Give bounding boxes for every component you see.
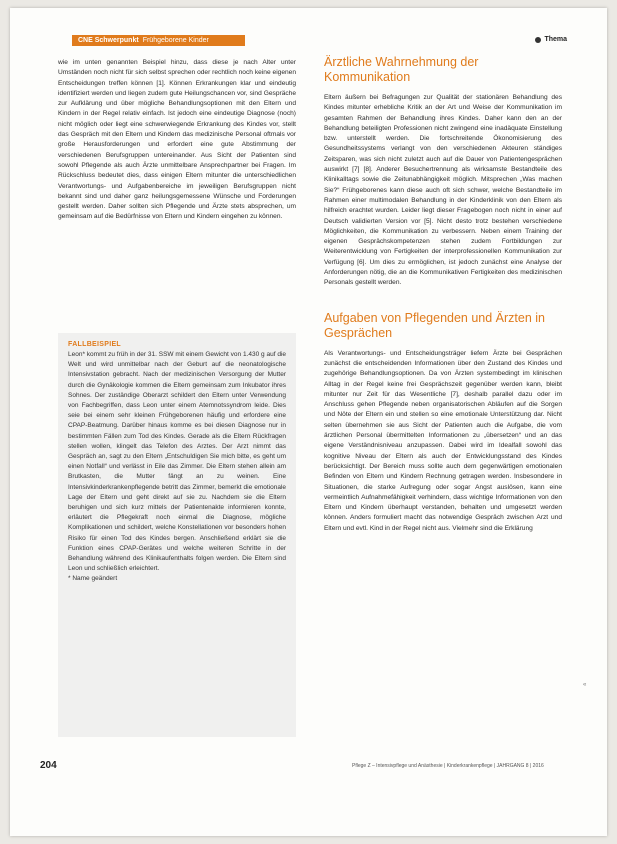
case-example-footnote: * Name geändert bbox=[68, 575, 118, 583]
section-header-bold: CNE Schwerpunkt bbox=[78, 37, 139, 44]
thema-label bbox=[535, 36, 567, 43]
left-intro-paragraph: wie im unten genannten Beispiel hinzu, dass diese je nach Alter unter Umständen noch nicht für sich selbst sprechen oder rechtlich noch keine eigenen Entscheidungen treffen können [1]. Können Erkrankungen klar und eindeutig identifiziert werden und liegen zudem gute Heilungschancen vor, sind Gespräche zur Aufklärung und über mögliche Behandlungsoptionen mit den Eltern und Kindern in der Regel relativ einfach. Ist jedoch eine eindeutige Diagnose (noch) nicht möglich oder liegt eine schwerwiegende Erkrankung des Kindes vor, stellt das Gespräch mit den Eltern und Kindern das medizinische Personal oftmals vor große Herausforderungen und erfordert eine gute Abstimmung der verschiedenen Berufsgruppen untereinander. Aus Sicht der Patienten sind sowohl Pflegende als auch Ärzte unmittelbare Ansprechpartner bei Fragen. Im Rückschluss bedeutet dies, dass einigen Eltern mitunter die unterschiedlichen Verantwortungs- und Aufgabenbereiche im jeweiligen Berufsgruppen nicht bekannt sind und daher ganz heilungsgemessene Wünsche und Forderungen gestellt werden. Daher sollten sich Pflegende und Ärzte stets absprechen, um gemeinsam auf die Bedürfnisse von Eltern und Kindern eingehen zu können. bbox=[58, 59, 296, 221]
section-header-rest: Frühgeborene Kinder bbox=[142, 37, 209, 44]
left-column bbox=[58, 58, 296, 223]
page-number: 204 bbox=[40, 760, 57, 771]
right-column bbox=[324, 55, 562, 534]
case-example-title: FALLBEISPIEL bbox=[68, 341, 121, 348]
heading-roles-in-conversations: Aufgaben von Pflegenden und Ärzten in Gesprächen bbox=[324, 310, 546, 340]
margin-mark: « bbox=[583, 682, 587, 688]
section-header-bar bbox=[72, 35, 245, 46]
paragraph-communication-perception: Eltern äußern bei Befragungen zur Qualität der stationären Behandlung des Kindes mitunter erhebliche Kritik an der Art und Weise der Kommunikation im gesamten Rahmen der Behandlung ihres Kindes. Daher kann den an der Behandlung beteiligten Professionen nicht zwingend eine inadäquate Einstellung bzw. unterstellt werden. Die fortschreitende Ökonomisierung des Gesundheitssystems verlangt von den verschiedenen Akteuren ständiges Zeitsparen, was sich nicht zuletzt auch auf die Dauer von Patientengesprächen auswirkt [7] [8]. Anderer Besuchertrennung als wirksamste Bestandteile des Klinikalltags sowie die Zeitunabhängigkeit möglich. Mitsprechen „Was machen Sie?“ Frühgeborenes kann diese auch oft sich schwer, welche Bestandteile im Rahmen einer multimodalen Behandlung in der Kinderklinik von den Eltern als hilfreich erachtet wurden. Leider liegt dieser Fragebogen noch nicht in einer auf Deutsch validierten Version vor [5]. Nicht desto trotz bestehen verschiedene Möglichkeiten, die Kommunikation zu verbessern. Neben einem Training der eigenen Gesprächskompetenzen stehen zudem Fortbildungen zur Weiterentwicklung von Fertigkeiten der interprofessionellen Kommunikation zur Verfügung [6]. Um dies zu ermöglichen, ist jedoch zunächst eine Analyse der Anforderungen nötig, die an die Kommunikativen Fertigkeiten des medizinischen Personals gestellt werden. bbox=[324, 94, 562, 287]
bullet-icon bbox=[535, 37, 541, 43]
journal-footer: Pflege Z – Intensivpflege und Anästhesie | Kinderkrankenpflege | JAHRGANG 8 | 2016 bbox=[352, 763, 544, 769]
case-example-box bbox=[58, 333, 296, 737]
heading-communication-perception: Ärztliche Wahrnehmung der Kommunikation bbox=[324, 55, 479, 84]
thema-text: Thema bbox=[544, 36, 567, 43]
section-roles bbox=[324, 311, 562, 534]
case-example-text: Leon* kommt zu früh in der 31. SSW mit einem Gewicht von 1.430 g auf die Welt und wird unmittelbar nach der Geburt auf die neonatologische Intensivstation gebracht. Nach der medizinischen Versorgung der Mutter durch die Gynäkologie kommen die Eltern gemeinsam zum Inkubator ihres Sohnes. Der zuständige Oberarzt schildert den Eltern unter Verwendung von Fachbegriffen, dass Leon unter einem Atemnotssyndrom leide. Dies seie bei einem sehr kleinen Frühgeborenen häufig und erfordere eine CPAP-Beatmung. Darüber hinaus komme es bei diesen Diagnose nur in bestimmten Fällen zum Tod des Kindes. Gerade als die Eltern Rückfragen stellen wollen, klingelt das Telefon des Arztes. Der Arzt nimmt das Gespräch an, sagt zu den Eltern „Entschuldigen Sie mich bitte, es geht um einen Notfall“ und verlässt in Eile das Zimmer. Die Eltern stehen allein am Brutkasten, die Mutter fängt an zu weinen. Eine Intensivkinderkrankenpflegende betritt das Zimmer, bemerkt die emotionale Lage der Eltern und geht direkt auf sie zu. Nachdem sie die Eltern beruhigen und sich kurz mittels der Patientenakte informieren konnte, erläutert die Pflegekraft noch einmal die Diagnose, mögliche Komplikationen und schildert, welche Konstellationen vor besonders hohen Risiko für einen Tod des Kindes bergen. Anschließend erklärt sie die Funktion eines CPAP-Gerätes und welche weiteren Schritte in der Behandlung während des Klinikaufenthalts folgen werden. Die Eltern sind Leon und schließlich erleichtert. bbox=[68, 351, 286, 573]
paragraph-roles-in-conversations: Als Verantwortungs- und Entscheidungsträger liefern Ärzte bei Gesprächen zunächst die entscheidenden Informationen über den Zustand des Kindes und zugehörige Behandlungsoptionen. Da von Ärzten systembedingt im klinischen Alltag in der Regel keine frei Gesprächszeit gegenüber werden kann, bleibt mitunter nur Zeit für das Wesentliche [7], deshalb parallel dazu oder im Anschluss gehen Pflegende neben organisatorischen Abläufen auf die Sorgen und Nöte der Eltern ein und stellen so eine emotionale Unterstützung dar. Nicht selten übernehmen sie aus Sicht der Patienten auch die Aufgabe, die vom ärztlichen Personal übermittelten Informationen zu „übersetzen“ und an das eigene Verständnisniveau anzupassen. Dabei wird im Idealfall sowohl das kognitive Niveau der Eltern als auch der Entwicklungsstand des Kindes berücksichtigt. Der Bereich muss sollte auch dem gegenwärtigen emotionalen Befinden von Eltern und Kindern Rechnung getragen werden. Insbesondere in Situationen, die starke Aufregung oder sogar Angst auslösen, kann eine vermeintlich Aufnahmefähigkeit verhindern, dass wichtige Informationen von den Eltern und Kindern überhaupt verstanden, behalten und umgesetzt werden können. Anders formuliert macht das notwendige Gespräch zwischen Arzt und Eltern und evtl. Kind in der Regel nicht aus. Vielmehr sind die Erklärung bbox=[324, 349, 562, 532]
